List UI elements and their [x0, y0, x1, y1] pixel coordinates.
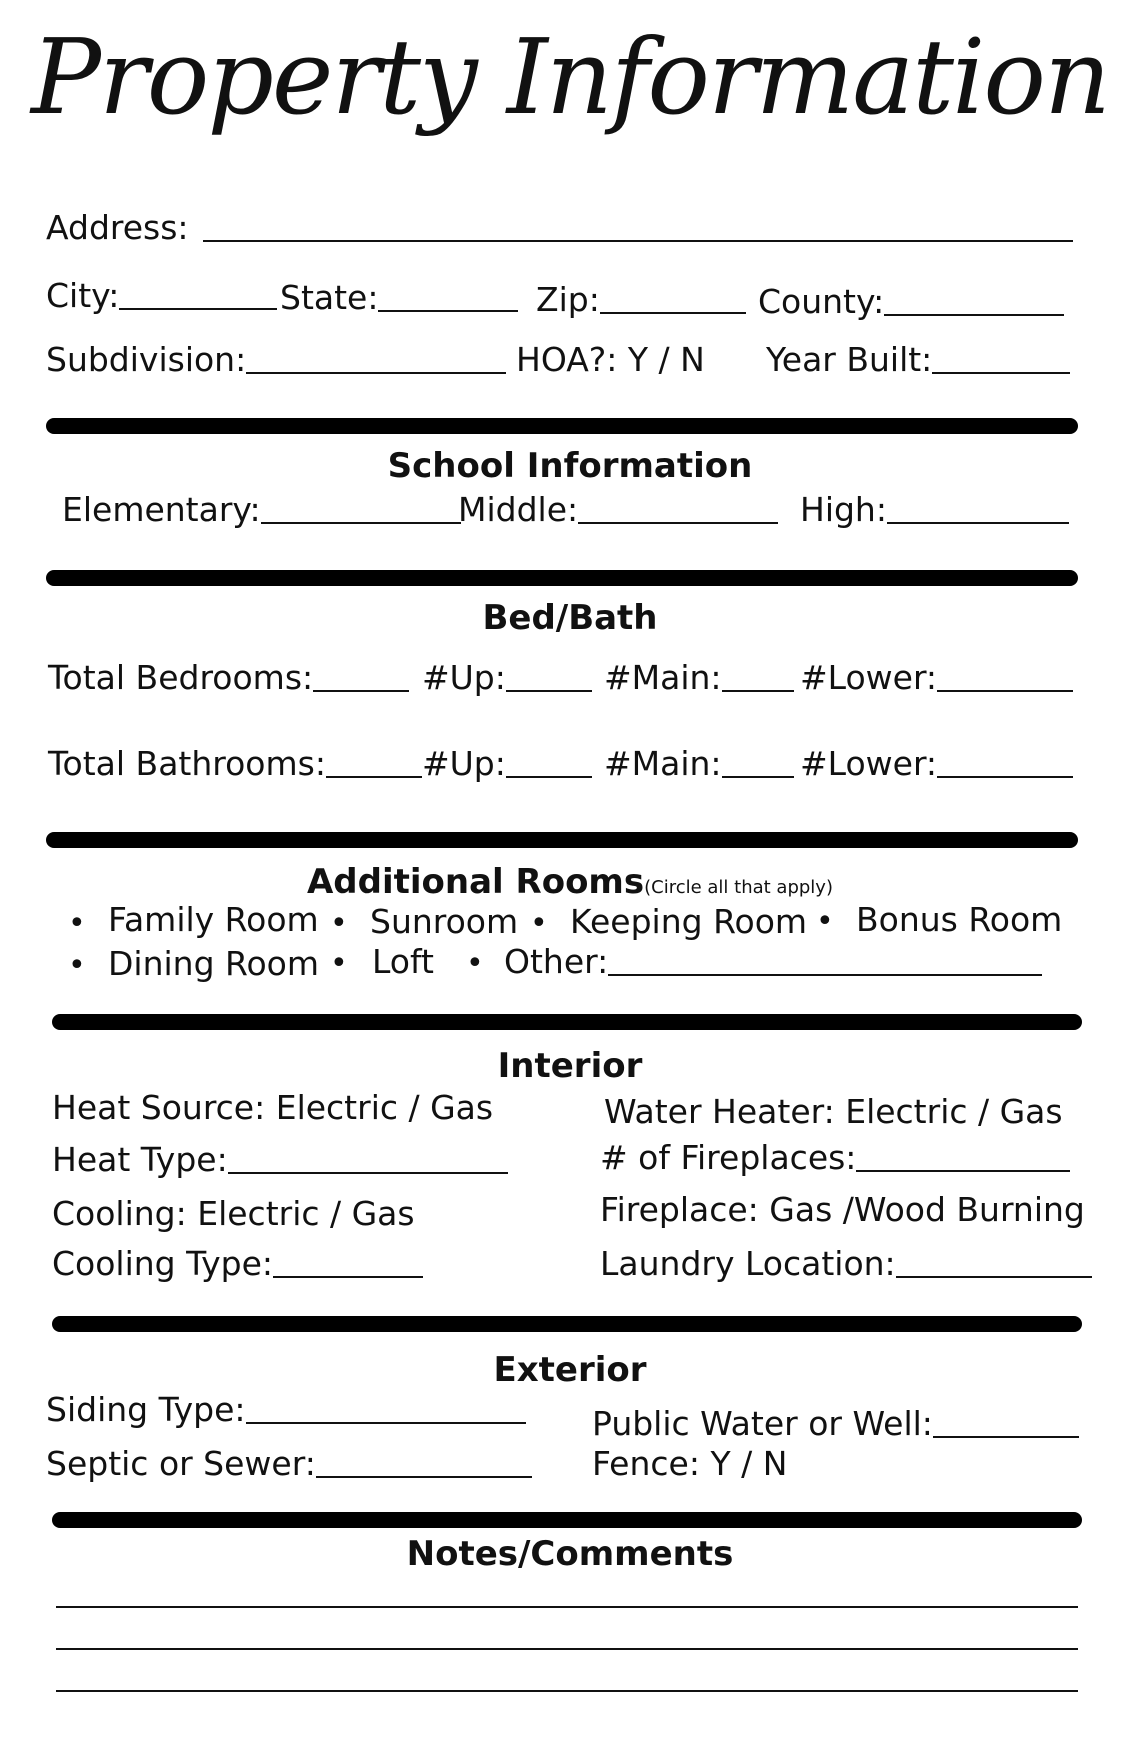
- zip-blank[interactable]: [600, 312, 746, 314]
- cooling-type-field[interactable]: [52, 1244, 423, 1284]
- bedrooms-main-field[interactable]: [604, 658, 794, 698]
- rooms-hint: (Circle all that apply): [644, 877, 833, 898]
- elementary-label: Elementary:: [62, 490, 261, 529]
- water-heater-field[interactable]: [604, 1092, 1063, 1132]
- cooling-field[interactable]: [52, 1194, 415, 1234]
- interior-heading: Interior: [497, 1046, 643, 1086]
- total-bedrooms-label: Total Bedrooms:: [48, 658, 314, 697]
- bullet-icon: •: [68, 906, 86, 941]
- water-source-label: Public Water or Well:: [592, 1404, 933, 1443]
- bullet-icon: •: [330, 906, 348, 941]
- bedrooms-up-blank[interactable]: [506, 690, 592, 692]
- rooms-heading: [0, 862, 1140, 902]
- notes-line[interactable]: [56, 1606, 1078, 1608]
- bullet-icon: •: [816, 904, 834, 939]
- septic-label: Septic or Sewer:: [46, 1444, 316, 1483]
- elementary-field[interactable]: [62, 490, 461, 530]
- fireplace-type-label: Fireplace: Gas /Wood Burning: [600, 1190, 1085, 1229]
- room-option[interactable]: Bonus Room: [856, 900, 1063, 939]
- other-room-label: Other:: [504, 942, 609, 981]
- room-option[interactable]: Keeping Room: [570, 902, 808, 941]
- bedrooms-lower-field[interactable]: [800, 658, 1073, 698]
- other-room-blank[interactable]: [608, 974, 1042, 976]
- exterior-heading: Exterior: [493, 1350, 647, 1390]
- bathrooms-up-label: #Up:: [422, 744, 506, 783]
- subdivision-field[interactable]: [46, 340, 506, 380]
- fireplaces-count-blank[interactable]: [856, 1170, 1070, 1172]
- bathrooms-main-label: #Main:: [604, 744, 722, 783]
- high-blank[interactable]: [887, 522, 1069, 524]
- section-divider: [52, 1316, 1082, 1332]
- bullet-icon: •: [530, 906, 548, 941]
- water-source-field[interactable]: [592, 1404, 1079, 1444]
- septic-blank[interactable]: [316, 1476, 532, 1478]
- room-option[interactable]: Family Room: [108, 900, 319, 939]
- bullet-icon: •: [330, 946, 348, 981]
- total-bathrooms-blank[interactable]: [326, 776, 422, 778]
- zip-field[interactable]: [536, 280, 746, 320]
- cooling-label: Cooling: Electric / Gas: [52, 1194, 415, 1233]
- heat-source-label: Heat Source: Electric / Gas: [52, 1088, 494, 1127]
- notes-line[interactable]: [56, 1648, 1078, 1650]
- county-label: County:: [758, 282, 885, 321]
- heat-source-field[interactable]: [52, 1088, 493, 1128]
- address-blank[interactable]: [203, 240, 1073, 242]
- year-built-label: Year Built:: [766, 340, 933, 379]
- bathrooms-main-blank[interactable]: [722, 776, 794, 778]
- bedrooms-up-label: #Up:: [422, 658, 506, 697]
- section-divider: [52, 1014, 1082, 1030]
- school-heading: School Information: [387, 446, 753, 486]
- county-field[interactable]: [758, 282, 1064, 322]
- bedrooms-up-field[interactable]: [422, 658, 592, 698]
- bathrooms-up-field[interactable]: [422, 744, 592, 784]
- high-label: High:: [800, 490, 887, 529]
- year-built-blank[interactable]: [932, 372, 1070, 374]
- heat-type-blank[interactable]: [228, 1172, 508, 1174]
- state-field[interactable]: [280, 278, 518, 318]
- zip-label: Zip:: [536, 280, 600, 319]
- cooling-type-label: Cooling Type:: [52, 1244, 274, 1283]
- heat-type-label: Heat Type:: [52, 1140, 228, 1179]
- fence-label: Fence: Y / N: [592, 1444, 788, 1483]
- bedrooms-main-label: #Main:: [604, 658, 722, 697]
- fireplaces-count-field[interactable]: [600, 1138, 1070, 1178]
- bedbath-heading: Bed/Bath: [482, 598, 658, 638]
- county-blank[interactable]: [884, 314, 1064, 316]
- room-option[interactable]: Sunroom: [370, 902, 519, 941]
- hoa-field[interactable]: [516, 340, 705, 380]
- total-bathrooms-field[interactable]: [48, 744, 422, 784]
- address-field[interactable]: [46, 208, 1073, 248]
- room-option[interactable]: Loft: [372, 942, 434, 981]
- city-field[interactable]: [46, 276, 277, 316]
- state-blank[interactable]: [378, 310, 518, 312]
- water-source-blank[interactable]: [933, 1436, 1079, 1438]
- siding-blank[interactable]: [246, 1422, 526, 1424]
- heat-type-field[interactable]: [52, 1140, 508, 1180]
- bathrooms-up-blank[interactable]: [506, 776, 592, 778]
- bathrooms-lower-blank[interactable]: [937, 776, 1073, 778]
- laundry-blank[interactable]: [896, 1276, 1092, 1278]
- section-divider: [46, 418, 1078, 434]
- year-built-field[interactable]: [766, 340, 1070, 380]
- elementary-blank[interactable]: [261, 522, 461, 524]
- subdivision-blank[interactable]: [246, 372, 506, 374]
- section-divider: [52, 1512, 1082, 1528]
- total-bathrooms-label: Total Bathrooms:: [48, 744, 326, 783]
- room-option[interactable]: Dining Room: [108, 944, 319, 983]
- high-field[interactable]: [800, 490, 1069, 530]
- bathrooms-lower-field[interactable]: [800, 744, 1073, 784]
- siding-label: Siding Type:: [46, 1390, 246, 1429]
- bedrooms-main-blank[interactable]: [722, 690, 794, 692]
- middle-label: Middle:: [458, 490, 579, 529]
- section-divider: [46, 570, 1078, 586]
- subdivision-label: Subdivision:: [46, 340, 247, 379]
- total-bedrooms-blank[interactable]: [313, 690, 409, 692]
- bedrooms-lower-blank[interactable]: [937, 690, 1073, 692]
- fireplaces-count-label: # of Fireplaces:: [600, 1138, 857, 1177]
- city-label: City:: [46, 276, 120, 315]
- siding-field[interactable]: [46, 1390, 526, 1430]
- address-label: Address:: [46, 208, 189, 247]
- laundry-field[interactable]: [600, 1244, 1092, 1284]
- septic-field[interactable]: [46, 1444, 532, 1484]
- water-heater-label: Water Heater: Electric / Gas: [604, 1092, 1063, 1131]
- middle-blank[interactable]: [578, 522, 778, 524]
- city-blank[interactable]: [119, 308, 277, 310]
- state-label: State:: [280, 278, 379, 317]
- bathrooms-lower-label: #Lower:: [800, 744, 938, 783]
- rooms-heading-text: Additional Rooms: [306, 862, 645, 902]
- notes-line[interactable]: [56, 1690, 1078, 1692]
- fireplace-type-field[interactable]: [600, 1190, 1085, 1230]
- middle-field[interactable]: [458, 490, 778, 530]
- other-room-field[interactable]: [504, 942, 1042, 982]
- bullet-icon: •: [68, 948, 86, 983]
- bedrooms-lower-label: #Lower:: [800, 658, 938, 697]
- hoa-label: HOA?: Y / N: [516, 340, 705, 379]
- laundry-label: Laundry Location:: [600, 1244, 896, 1283]
- section-divider: [46, 832, 1078, 848]
- total-bedrooms-field[interactable]: [48, 658, 409, 698]
- notes-heading: Notes/Comments: [406, 1534, 734, 1574]
- bathrooms-main-field[interactable]: [604, 744, 794, 784]
- page-title: Property Information: [31, 16, 1109, 138]
- bullet-icon: •: [466, 946, 484, 981]
- cooling-type-blank[interactable]: [273, 1276, 423, 1278]
- fence-field[interactable]: [592, 1444, 787, 1484]
